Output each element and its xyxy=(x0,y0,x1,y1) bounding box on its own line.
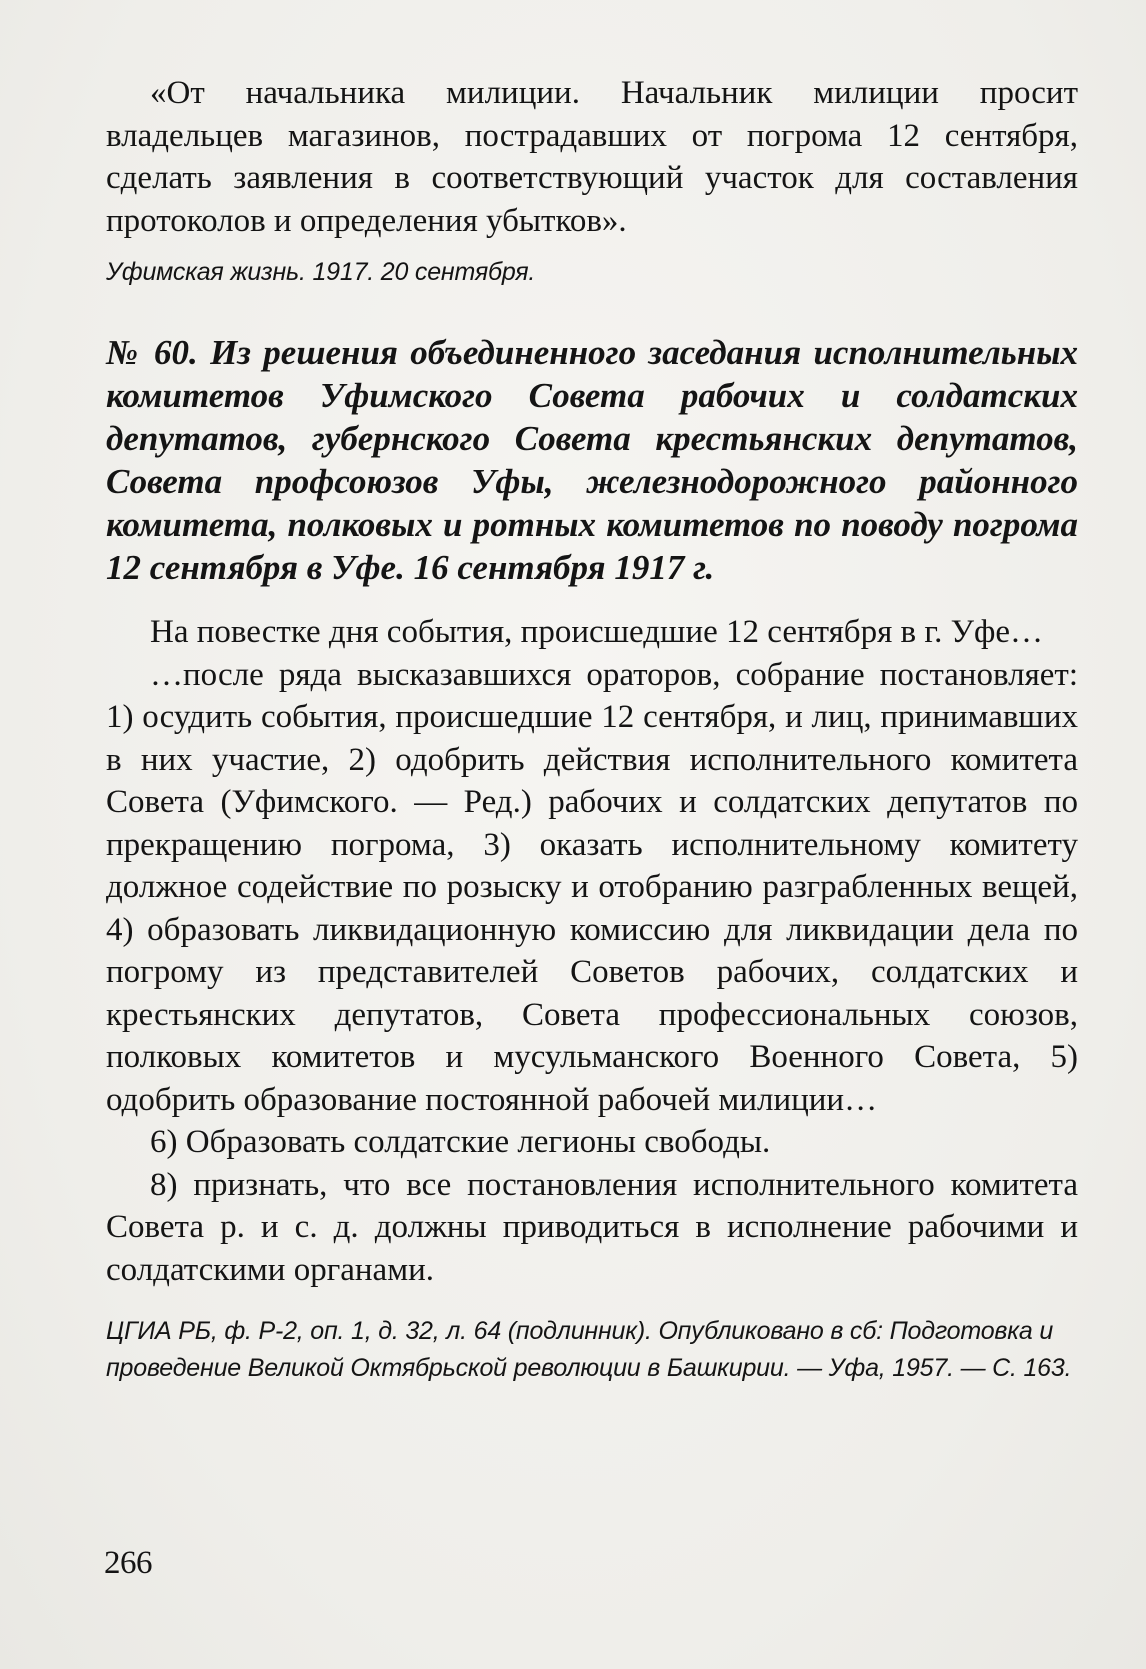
resolution-paragraph: …после ряда высказавшихся ораторов, собрание постановляет: 1) осудить события, происшедшие 12 сентября, и лиц, принимавших в них участие, 2) одобрить действия исполнительного комитета Совета (Уфимского. — Ред.) рабочих и солдатских депутатов по прекращению погрома, 3) оказать исполнительному комитету должное содействие по розыску и отобранию разграбленных вещей, 4) образовать ликвидационную комиссию для ликвидации дела по погрому из представителей Советов рабочих, солдатских и крестьянских депутатов, Совета профессиональных союзов, полковых комитетов и мусульманского Военного Совета, 5) одобрить образование постоянной рабочей милиции… xyxy=(106,656,1078,1118)
resolution-item-8: 8) признать, что все постановления исполнительного комитета Совета р. и с. д. должны приводиться в исполнение рабочими и солдатскими органами. xyxy=(106,1166,1078,1288)
newspaper-source: Уфимская жизнь. 1917. 20 сентября. xyxy=(106,258,536,286)
agenda-paragraph: На повестке дня события, происшедшие 12 сентября в г. Уфе… xyxy=(150,614,1044,650)
resolution-item-6: 6) Образовать солдатские легионы свободы. xyxy=(150,1124,771,1160)
newspaper-announcement: «От начальника милиции. Начальник милиции просит владельцев магазинов, пострадавших от погрома 12 сентября, сделать заявления в соответствующий участок для составления протоколов и определения убытков». xyxy=(106,75,1078,239)
text-column xyxy=(106,72,1078,1387)
document-title: № 60. Из решения объединенного заседания исполнительных комитетов Уфимского Совета рабочих и солдатских депутатов, губернского Совета крестьянских депутатов, Совета профсоюзов Уфы, железнодорожного районного комитета, полковых и ротных комитетов по поводу погрома 12 сентября в Уфе. 16 сентября 1917 г. xyxy=(106,333,1078,587)
page-number: 266 xyxy=(104,1545,152,1581)
archive-source: ЦГИА РБ, ф. Р-2, оп. 1, д. 32, л. 64 (подлинник). Опубликовано в сб: Подготовка и проведение Великой Октябрьской революции в Башкирии. — Уфа, 1957. — С. 163. xyxy=(106,1317,1072,1382)
